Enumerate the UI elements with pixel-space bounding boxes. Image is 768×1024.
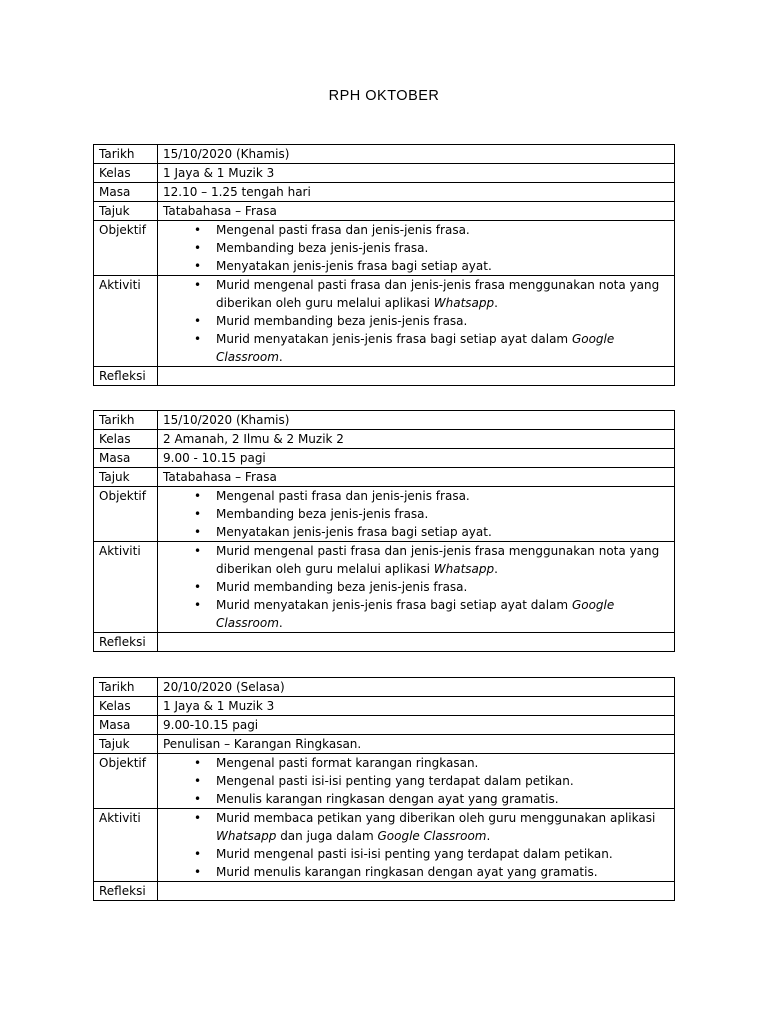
list-item	[216, 312, 669, 330]
value-kelas: 1 Jaya & 1 Muzik 3	[158, 697, 675, 716]
label-masa: Masa	[94, 183, 158, 202]
aktiviti-text: dan juga dalam	[276, 829, 378, 843]
app-name: Whatsapp	[216, 829, 277, 843]
list-item	[216, 276, 669, 312]
aktiviti-text: .	[278, 350, 283, 364]
aktiviti-text: .	[486, 829, 491, 843]
row-tarikh	[94, 411, 675, 430]
label-tarikh: Tarikh	[94, 678, 158, 697]
row-kelas	[94, 430, 675, 449]
label-refleksi: Refleksi	[94, 367, 158, 386]
aktiviti-text: .	[494, 562, 498, 576]
label-kelas: Kelas	[94, 164, 158, 183]
row-refleksi	[94, 882, 675, 901]
row-kelas	[94, 164, 675, 183]
page-title: RPH OKTOBER	[328, 88, 440, 104]
row-tajuk	[94, 202, 675, 221]
label-masa: Masa	[94, 449, 158, 468]
value-refleksi	[158, 882, 675, 901]
objektif-list	[163, 754, 669, 808]
value-objektif	[158, 221, 675, 276]
row-aktiviti	[94, 809, 675, 882]
aktiviti-text: .	[494, 296, 498, 310]
label-aktiviti: Aktiviti	[94, 809, 158, 882]
list-item	[216, 596, 669, 632]
row-objektif	[94, 487, 675, 542]
row-tajuk	[94, 735, 675, 754]
list-item: • Membanding beza jenis-jenis frasa.	[216, 239, 669, 257]
app-name: Whatsapp	[433, 562, 495, 576]
aktiviti-list	[163, 542, 669, 632]
list-item: • Membanding beza jenis-jenis frasa.	[216, 505, 669, 523]
label-tarikh: Tarikh	[94, 411, 158, 430]
app-name: Google Classroom	[216, 598, 615, 630]
lesson-plan-table-2	[93, 410, 675, 652]
aktiviti-text: Murid menulis karangan ringkasan dengan ayat yang gramatis.	[216, 865, 598, 879]
list-item	[216, 330, 669, 366]
value-masa: 9.00 - 10.15 pagi	[158, 449, 675, 468]
row-refleksi	[94, 367, 675, 386]
label-objektif: Objektif	[94, 487, 158, 542]
label-kelas: Kelas	[94, 430, 158, 449]
row-tarikh	[94, 145, 675, 164]
value-tarikh: 15/10/2020 (Khamis)	[158, 411, 675, 430]
list-item	[216, 578, 669, 596]
row-masa	[94, 449, 675, 468]
label-tajuk: Tajuk	[94, 468, 158, 487]
aktiviti-list	[163, 809, 669, 881]
label-objektif: Objektif	[94, 754, 158, 809]
value-objektif	[158, 487, 675, 542]
aktiviti-text: Murid membanding beza jenis-jenis frasa.	[216, 580, 468, 594]
value-tarikh: 15/10/2020 (Khamis)	[158, 145, 675, 164]
app-name: Google Classroom	[377, 829, 487, 843]
lesson-plan-table-1	[93, 144, 675, 386]
list-item: • Mengenal pasti frasa dan jenis-jenis frasa.	[216, 487, 669, 505]
row-aktiviti	[94, 276, 675, 367]
aktiviti-text: Murid membaca petikan yang diberikan oleh guru menggunakan aplikasi	[216, 811, 656, 825]
label-tarikh: Tarikh	[94, 145, 158, 164]
aktiviti-list	[163, 276, 669, 366]
label-tajuk: Tajuk	[94, 202, 158, 221]
list-item	[216, 863, 669, 881]
app-name: Whatsapp	[433, 296, 495, 310]
row-kelas	[94, 697, 675, 716]
aktiviti-text: Murid mengenal pasti frasa dan jenis-jenis frasa menggunakan nota yang diberikan oleh guru melalui aplikasi	[216, 544, 660, 576]
list-item: • Menulis karangan ringkasan dengan ayat yang gramatis.	[216, 790, 669, 808]
value-tajuk: Tatabahasa – Frasa	[158, 202, 675, 221]
label-masa: Masa	[94, 716, 158, 735]
aktiviti-text: Murid membanding beza jenis-jenis frasa.	[216, 314, 468, 328]
label-objektif: Objektif	[94, 221, 158, 276]
list-item: • Mengenal pasti format karangan ringkasan.	[216, 754, 669, 772]
list-item: • Mengenal pasti frasa dan jenis-jenis frasa.	[216, 221, 669, 239]
list-item: • Mengenal pasti isi-isi penting yang terdapat dalam petikan.	[216, 772, 669, 790]
label-aktiviti: Aktiviti	[94, 276, 158, 367]
value-masa: 9.00-10.15 pagi	[158, 716, 675, 735]
row-objektif	[94, 754, 675, 809]
label-aktiviti: Aktiviti	[94, 542, 158, 633]
value-refleksi	[158, 633, 675, 652]
aktiviti-text: Murid mengenal pasti frasa dan jenis-jenis frasa menggunakan nota yang diberikan oleh guru melalui aplikasi	[216, 278, 660, 310]
value-aktiviti	[158, 542, 675, 633]
value-kelas: 1 Jaya & 1 Muzik 3	[158, 164, 675, 183]
list-item	[216, 809, 669, 845]
list-item: • Menyatakan jenis-jenis frasa bagi setiap ayat.	[216, 257, 669, 275]
list-item: • Menyatakan jenis-jenis frasa bagi setiap ayat.	[216, 523, 669, 541]
value-aktiviti	[158, 276, 675, 367]
row-tajuk	[94, 468, 675, 487]
row-tarikh	[94, 678, 675, 697]
row-masa	[94, 183, 675, 202]
label-refleksi: Refleksi	[94, 882, 158, 901]
value-kelas: 2 Amanah, 2 Ilmu & 2 Muzik 2	[158, 430, 675, 449]
row-objektif	[94, 221, 675, 276]
aktiviti-text: Murid mengenal pasti isi-isi penting yang terdapat dalam petikan.	[216, 847, 613, 861]
aktiviti-text: .	[278, 616, 283, 630]
objektif-list	[163, 487, 669, 541]
lesson-plan-table-3	[93, 677, 675, 901]
row-masa	[94, 716, 675, 735]
value-aktiviti	[158, 809, 675, 882]
value-masa: 12.10 – 1.25 tengah hari	[158, 183, 675, 202]
value-refleksi	[158, 367, 675, 386]
row-refleksi	[94, 633, 675, 652]
list-item	[216, 542, 669, 578]
value-objektif	[158, 754, 675, 809]
value-tajuk: Penulisan – Karangan Ringkasan.	[158, 735, 675, 754]
list-item	[216, 845, 669, 863]
label-tajuk: Tajuk	[94, 735, 158, 754]
label-refleksi: Refleksi	[94, 633, 158, 652]
label-kelas: Kelas	[94, 697, 158, 716]
aktiviti-text: Murid menyatakan jenis-jenis frasa bagi setiap ayat dalam	[216, 598, 572, 612]
value-tajuk: Tatabahasa – Frasa	[158, 468, 675, 487]
value-tarikh: 20/10/2020 (Selasa)	[158, 678, 675, 697]
aktiviti-text: Murid menyatakan jenis-jenis frasa bagi setiap ayat dalam	[216, 332, 572, 346]
app-name: Google Classroom	[216, 332, 615, 364]
objektif-list	[163, 221, 669, 275]
row-aktiviti	[94, 542, 675, 633]
